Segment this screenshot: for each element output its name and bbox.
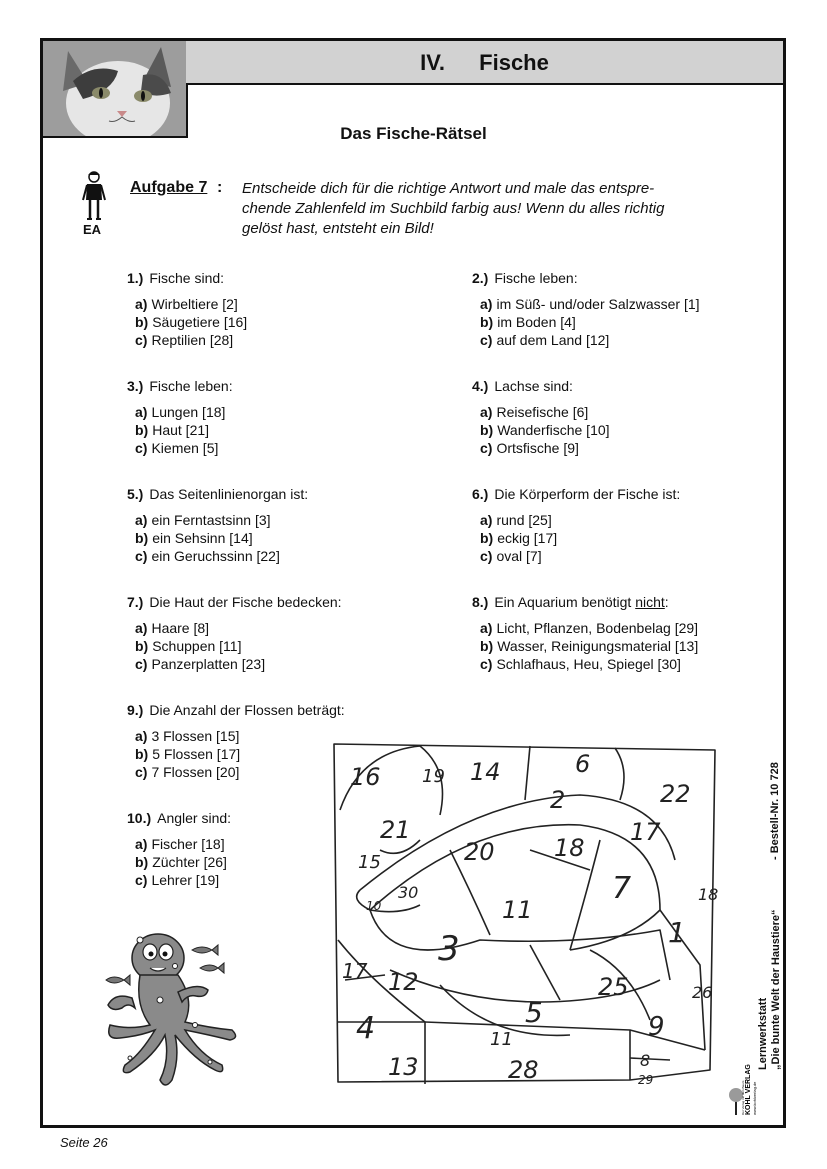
question-text: Ein Aquarium benötigt xyxy=(494,594,636,610)
publisher-url: www.kohlverlag.de xyxy=(752,1081,757,1115)
task-colon: : xyxy=(217,179,223,196)
question-text: Angler sind: xyxy=(157,810,232,826)
puzzle-number: 17 xyxy=(342,959,368,983)
puzzle-number: 8 xyxy=(640,1051,651,1070)
puzzle-number: 20 xyxy=(464,838,495,866)
task-line: gelöst hast, entsteht ein Bild! xyxy=(242,220,434,237)
question-10 xyxy=(127,809,231,889)
puzzle-number: 19 xyxy=(422,766,445,787)
question-4 xyxy=(472,377,610,457)
answer-option: c) auf dem Land [12] xyxy=(480,332,610,348)
puzzle-number: 29 xyxy=(638,1073,654,1087)
answer-option: a) Licht, Pflanzen, Bodenbelag [29] xyxy=(480,620,699,636)
question-number: 4.) xyxy=(472,378,489,394)
answer-option: a) 3 Flossen [15] xyxy=(135,728,240,744)
question-number: 8.) xyxy=(472,594,489,610)
question-text: Die Haut der Fische bedecken: xyxy=(149,594,342,610)
octopus-illustration xyxy=(100,930,250,1095)
puzzle-number: 30 xyxy=(398,883,419,902)
puzzle-number: 12 xyxy=(388,968,419,996)
question-5 xyxy=(127,485,308,565)
puzzle-number: 13 xyxy=(388,1053,419,1081)
answer-option: b) 5 Flossen [17] xyxy=(135,746,241,762)
answer-option: c) Reptilien [28] xyxy=(135,332,234,348)
puzzle-number: 7 xyxy=(612,871,632,906)
answer-option: b) Züchter [26] xyxy=(135,854,227,870)
puzzle-number: 2 xyxy=(550,786,566,814)
page-number: Seite 26 xyxy=(60,1135,108,1150)
answer-option: b) Haut [21] xyxy=(135,422,210,438)
puzzle-number: 6 xyxy=(575,750,591,778)
answer-option: a) ein Ferntastsinn [3] xyxy=(135,512,271,528)
question-number: 1.) xyxy=(127,270,144,286)
answer-option: b) Schuppen [11] xyxy=(135,638,242,654)
question-text: Fische leben: xyxy=(494,270,578,286)
answer-option: b) Säugetiere [16] xyxy=(135,314,248,330)
question-text: Die Anzahl der Flossen beträgt: xyxy=(149,702,345,718)
puzzle-number: 26 xyxy=(692,983,713,1002)
question-number: 9.) xyxy=(127,702,144,718)
chapter-number: IV. xyxy=(420,50,446,75)
chapter-title: Fische xyxy=(479,50,549,75)
question-1 xyxy=(127,269,247,349)
question-number: 7.) xyxy=(127,594,144,610)
puzzle-number: 11 xyxy=(502,896,533,924)
question-number: 10.) xyxy=(127,810,152,826)
answer-option: a) Haare [8] xyxy=(135,620,210,636)
question-3 xyxy=(127,377,233,457)
puzzle-number: 17 xyxy=(630,818,661,846)
series-name: Lernwerkstatt xyxy=(757,997,769,1070)
answer-option: c) Panzerplatten [23] xyxy=(135,656,266,672)
question-text: Fische sind: xyxy=(149,270,225,286)
answer-option: a) Lungen [18] xyxy=(135,404,226,420)
task-line: chende Zahlenfeld im Suchbild farbig aus! Wenn du alles richtig xyxy=(242,200,665,217)
puzzle-number: 18 xyxy=(698,885,719,904)
puzzle-number: 14 xyxy=(470,758,501,786)
number-puzzle xyxy=(330,740,722,1088)
order-number: - Bestell-Nr. 10 728 xyxy=(769,762,781,860)
question-number: 3.) xyxy=(127,378,144,394)
puzzle-number: 1 xyxy=(668,916,686,949)
task-label: Aufgabe 7 xyxy=(130,179,208,196)
answer-option: b) ein Sehsinn [14] xyxy=(135,530,253,546)
answer-option: c) Schlafhaus, Heu, Spiegel [30] xyxy=(480,656,681,672)
question-text: Lachse sind: xyxy=(494,378,573,394)
puzzle-number: 18 xyxy=(554,834,585,862)
series-title xyxy=(757,909,783,1070)
question-text: Fische leben: xyxy=(149,378,233,394)
puzzle-number: 25 xyxy=(598,973,629,1001)
question-number: 2.) xyxy=(472,270,489,286)
puzzle-number: 22 xyxy=(660,780,691,808)
question-2 xyxy=(472,269,700,349)
answer-option: b) Wanderfische [10] xyxy=(480,422,610,438)
answer-option: c) oval [7] xyxy=(480,548,542,564)
work-mode-label: EA xyxy=(83,222,102,237)
publisher-name: KOHL VERLAG xyxy=(745,1064,752,1115)
question-6 xyxy=(472,485,680,565)
answer-option: c) ein Geruchssinn [22] xyxy=(135,548,280,564)
publisher-logo xyxy=(728,1055,758,1120)
chapter-title-bar xyxy=(186,41,783,85)
answer-option: a) im Süß- und/oder Salzwasser [1] xyxy=(480,296,700,312)
puzzle-number: 4 xyxy=(356,1011,376,1046)
question-7 xyxy=(127,593,342,673)
puzzle-number: 16 xyxy=(350,763,381,791)
answer-option: c) Ortsfische [9] xyxy=(480,440,579,456)
question-number: 6.) xyxy=(472,486,489,502)
answer-option: c) 7 Flossen [20] xyxy=(135,764,240,780)
question-9 xyxy=(127,701,345,781)
question-text: Das Seitenlinienorgan ist: xyxy=(149,486,309,502)
question-emphasis: nicht xyxy=(635,594,665,610)
answer-option: a) Wirbeltiere [2] xyxy=(135,296,238,312)
puzzle-number: 21 xyxy=(380,816,411,844)
task-line: Entscheide dich für die richtige Antwort und male das entspre- xyxy=(242,180,655,197)
student-icon xyxy=(82,170,106,222)
page-subtitle: Das Fische-Rätsel xyxy=(340,124,487,143)
answer-option: c) Kiemen [5] xyxy=(135,440,219,456)
puzzle-number: 5 xyxy=(525,996,543,1029)
task-instructions xyxy=(242,179,712,239)
puzzle-number: 10 xyxy=(366,899,382,913)
answer-option: a) Fischer [18] xyxy=(135,836,225,852)
puzzle-number: 9 xyxy=(648,1012,665,1042)
puzzle-number: 28 xyxy=(508,1056,539,1084)
question-8: 8.) Ein Aquarium benötigt nicht: a) Licht, Pflanzen, Bodenbelag [29] b) Wasser, Reinigungsmaterial [13] c) Schlafhaus, Heu, Spiegel [30] xyxy=(472,594,699,672)
puzzle-number: 3 xyxy=(438,929,460,969)
question-number: 5.) xyxy=(127,486,144,502)
answer-option: a) rund [25] xyxy=(480,512,552,528)
book-title: „Die bunte Welt der Haustiere“ xyxy=(770,909,782,1070)
puzzle-number: 15 xyxy=(358,852,381,873)
answer-option: a) Reisefische [6] xyxy=(480,404,589,420)
publisher-tagline: Der Verlag mit dem Baum xyxy=(741,1080,745,1115)
answer-option: c) Lehrer [19] xyxy=(135,872,220,888)
question-text: Die Körperform der Fische ist: xyxy=(494,486,681,502)
answer-option: b) Wasser, Reinigungsmaterial [13] xyxy=(480,638,699,654)
answer-option: b) eckig [17] xyxy=(480,530,558,546)
answer-option: b) im Boden [4] xyxy=(480,314,576,330)
puzzle-number: 11 xyxy=(490,1029,513,1050)
